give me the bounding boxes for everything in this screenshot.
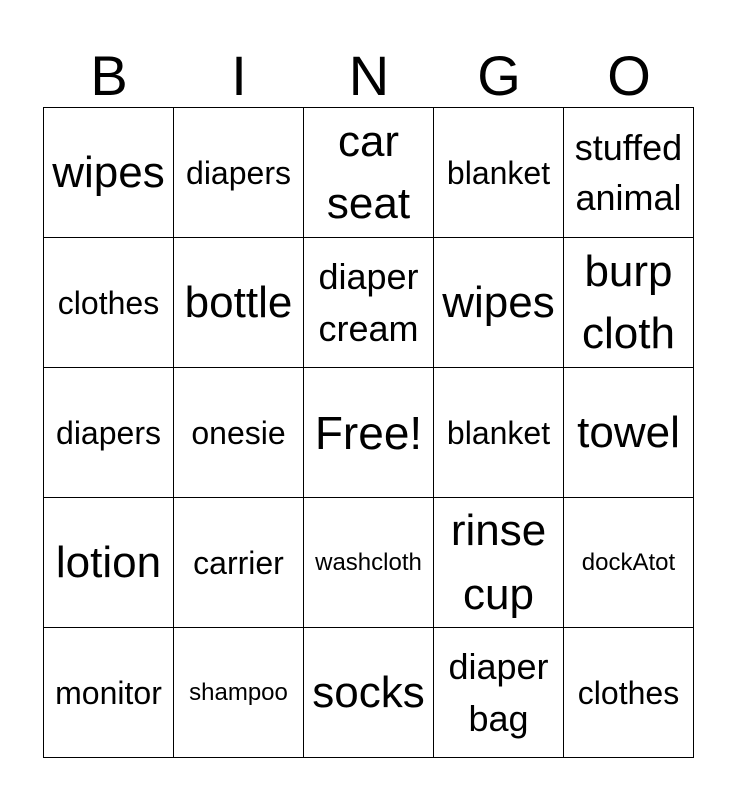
bingo-cell-r1c3[interactable]: car seat	[304, 108, 434, 238]
bingo-cell-r3c1[interactable]: diapers	[44, 368, 174, 498]
bingo-cell-r5c3[interactable]: socks	[304, 628, 434, 758]
bingo-cell-r4c2[interactable]: carrier	[174, 498, 304, 628]
header-letter-b: B	[90, 44, 128, 107]
bingo-cell-r1c4[interactable]: blanket	[434, 108, 564, 238]
bingo-cell-r5c5[interactable]: clothes	[564, 628, 694, 758]
bingo-cell-r2c2[interactable]: bottle	[174, 238, 304, 368]
bingo-cell-r5c2[interactable]: shampoo	[174, 628, 304, 758]
bingo-cell-r1c2[interactable]: diapers	[174, 108, 304, 238]
bingo-board	[43, 107, 694, 758]
bingo-cell-r2c1[interactable]: clothes	[44, 238, 174, 368]
bingo-cell-r3c5[interactable]: towel	[564, 368, 694, 498]
bingo-header	[44, 44, 694, 108]
bingo-cell-free[interactable]: Free!	[304, 368, 434, 498]
header-letter-o: O	[607, 44, 651, 107]
bingo-cell-r5c4[interactable]: diaper bag	[434, 628, 564, 758]
header-letter-n: N	[348, 44, 390, 107]
header-letter-i: I	[231, 44, 247, 107]
bingo-cell-r4c4[interactable]: rinse cup	[434, 498, 564, 628]
bingo-cell-r2c4[interactable]: wipes	[434, 238, 564, 368]
header-letter-g: G	[477, 44, 521, 107]
bingo-cell-r3c2[interactable]: onesie	[174, 368, 304, 498]
bingo-cell-r1c5[interactable]: stuffed animal	[564, 108, 694, 238]
bingo-cell-r4c3[interactable]: washcloth	[304, 498, 434, 628]
bingo-cell-r5c1[interactable]: monitor	[44, 628, 174, 758]
bingo-cell-r1c1[interactable]: wipes	[44, 108, 174, 238]
bingo-cell-r4c1[interactable]: lotion	[44, 498, 174, 628]
bingo-cell-r2c3[interactable]: diaper cream	[304, 238, 434, 368]
bingo-cell-r3c4[interactable]: blanket	[434, 368, 564, 498]
bingo-cell-r4c5[interactable]: dockAtot	[564, 498, 694, 628]
bingo-cell-r2c5[interactable]: burp cloth	[564, 238, 694, 368]
